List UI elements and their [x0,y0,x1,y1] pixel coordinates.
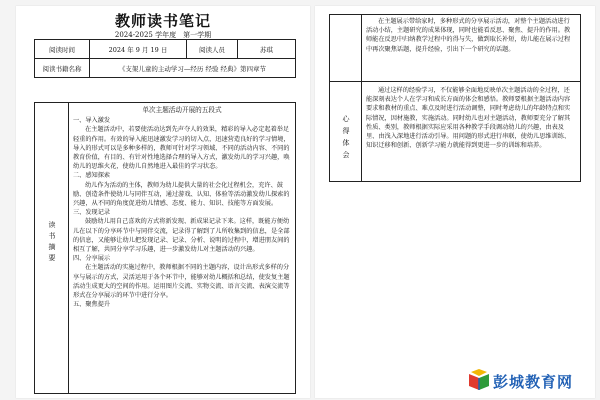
section-heading: 一、导入激发 [73,117,111,125]
reflection-label-char: 体 [342,139,350,147]
date-value: 2024 年 9 月 19 日 [90,40,187,59]
date-label: 阅读时间 [35,40,90,59]
row-divider [330,81,580,82]
notes-continuation-block [329,14,581,182]
section-heading: 三、发现记录 [73,209,111,217]
left-page [16,6,310,398]
book-logo-icon [466,368,492,392]
excerpt-block [34,102,296,394]
reflection-paragraph: 通过这样的经验学习，不仅能够全面地反映单次主题活动的全过程，还能深刻表达个人在学习和成长方面的体会和感悟。教师要根据主题活动内容要求和教材的重点、难点及时进行活动调整，同时考虑幼儿的年龄特点和实际情况，因材施教，实施活动。同时幼儿也对主题活动，教师要充分了解其性质、类别，教师根据实际应采用各种教学手段调动幼儿的兴趣，由表及里、由浅入深地进行活动引导。用问题的形式进行串联，使幼儿思维训练、知识迁移和创新、创新学习能力就能得到更进一步的训练和培养。 [366,87,571,150]
page-title: 教师读书笔记 [114,12,211,30]
excerpt-label-char: 书 [48,232,56,240]
reader-value: 苏琪 [238,40,296,59]
semester-subtitle: 2024-2025 学年度 第一学期 [114,31,212,39]
reflection-label-char: 会 [342,151,350,159]
excerpt-content [73,105,291,393]
site-watermark [466,368,591,392]
watermark-text: 彭城教育网 [493,373,574,391]
section-heading: 五、聚焦提升 [73,301,111,309]
excerpt-label-char: 要 [48,254,56,262]
reflection-label-char: 得 [342,127,350,135]
book-value: 《支架儿童的主动学习—经历 经验 经典》第四章节 [90,59,296,78]
section-heading: 四、分享展示 [73,255,111,263]
section-paragraph: 鼓励幼儿用自己喜欢的方式将新发现、新成果记录下来。这样，既能方便幼儿在以下的分享环节中与同伴交流，记录得了解到了儿所收集到的信息，是全部的信息，又能够让幼儿把发现记录、记录、分析、说明的过程中，增进朋友间的相互了解，共同分享学习乐趣，进一步激发幼儿对主题活动的兴趣。 [73,218,290,254]
excerpt-label-char: 摘 [48,243,56,251]
continuation-text [366,17,574,54]
reader-label: 阅读人员 [187,40,238,59]
section-heading: 二、感知探索 [73,172,111,180]
reflection-label-char: 心 [342,115,350,123]
reflection-label [330,113,362,161]
continuation-paragraph: 在主题展示带给家时，多种形式的分享展示活动，对整个主题活动进行活动小结，主题研究的成果体现，同时也能看反思、聚焦、提升的作用。教师能在反思中归纳教学过程中的得与失，做到取长补短，幼儿能在展示过程中再次聚焦话题，提升经验，引出下一个研究的话题。 [366,18,571,53]
section-paragraph: 在主题活动中，若要使活动达到先声夺人的效果，精彩的导入必定起着举足轻重的作用。有效的导入能迅速激发学习的切入点，迅速营造良好的学习情境，导入的形式可以是多种多样的，教师可针对学习领域、不同的活动内容、不同的教育价值，有目的、有针对性地选择合理的导入方式，激发幼儿的学习兴趣，唤幼儿的思维火花，使幼儿自然地进入最佳的学习状态。 [73,126,290,171]
info-table [34,39,296,78]
excerpt-label-column [35,103,69,393]
reflection-label-column [330,15,362,181]
section-paragraph: 幼儿作为活动的主体，教师为幼儿提供大量的社会化过程机会，充许、鼓励、创造条件使幼儿与同伴互动，通过游戏、认知、体验等活动激发幼儿探索的兴趣，从不同的角度促进幼儿情感、态度、能力、知识、技能等方面发展。 [73,181,290,208]
reflection-text [366,86,574,150]
excerpt-label-char: 读 [48,221,56,229]
excerpt-heading: 单次主题活动开展的五段式 [142,106,222,114]
book-label: 阅读书籍名称 [35,59,90,78]
right-page [315,6,595,398]
section-paragraph: 在主题活动的实施过程中，教师根据不同的主题内容，设计出形式多样的分享与展示的方式，灵活运用于各个环节中，能够对幼儿概括和总结，使发复主题活动生成更大的空间的作用。运用图片交流、实物交流、语言交流、表演交流等形式在分享展示的环节中进行分享。 [73,264,290,300]
